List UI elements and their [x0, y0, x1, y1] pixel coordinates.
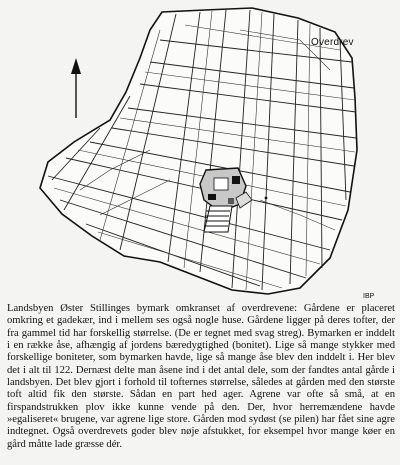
overdrev-label: Overdrev — [311, 37, 354, 48]
figure-caption: Landsbyen Øster Stillinges bymark omkranset af overdrevene: Gårdene er placeret omkring et gadekær, ind i mellem ses også nogle huse. Gårdene ligger på deres tofter, der fra gammel tid har forskellig størrelse. (De er tegnet med svag streg). Bymarken er inddelt i en række åse, afhængig af jordens bæredygtighed (bonitet). Lige så mange stykker med forskellige boniteter, som bymarken havde, lige så mange åse blev den inddelt i. Her blev det i alt til 122. Dernæst delte man åsene ind i det antal dele, som der fandtes antal gårde i landsbyen. Det blev gjort i forhold til tofternes størrelse, således at gården med den største toft altid fik den største. Sådan en part hed ager. Agrene var ofte så små, at en firspandstrukken plov ikke kunne vende på den. Der, hvor herremændene havde »egaliseret« brugene, var agrene lige store. Gården mod sydøst (se pilen) har fået sine agre indtegnet. Også overdrevets goder blev nøje afstukket, for eksempel hvor mange køer en gård måtte lade græsse dér. — [7, 303, 395, 450]
north-arrow-icon — [71, 58, 81, 118]
illustrator-credit: IBP — [363, 293, 375, 300]
